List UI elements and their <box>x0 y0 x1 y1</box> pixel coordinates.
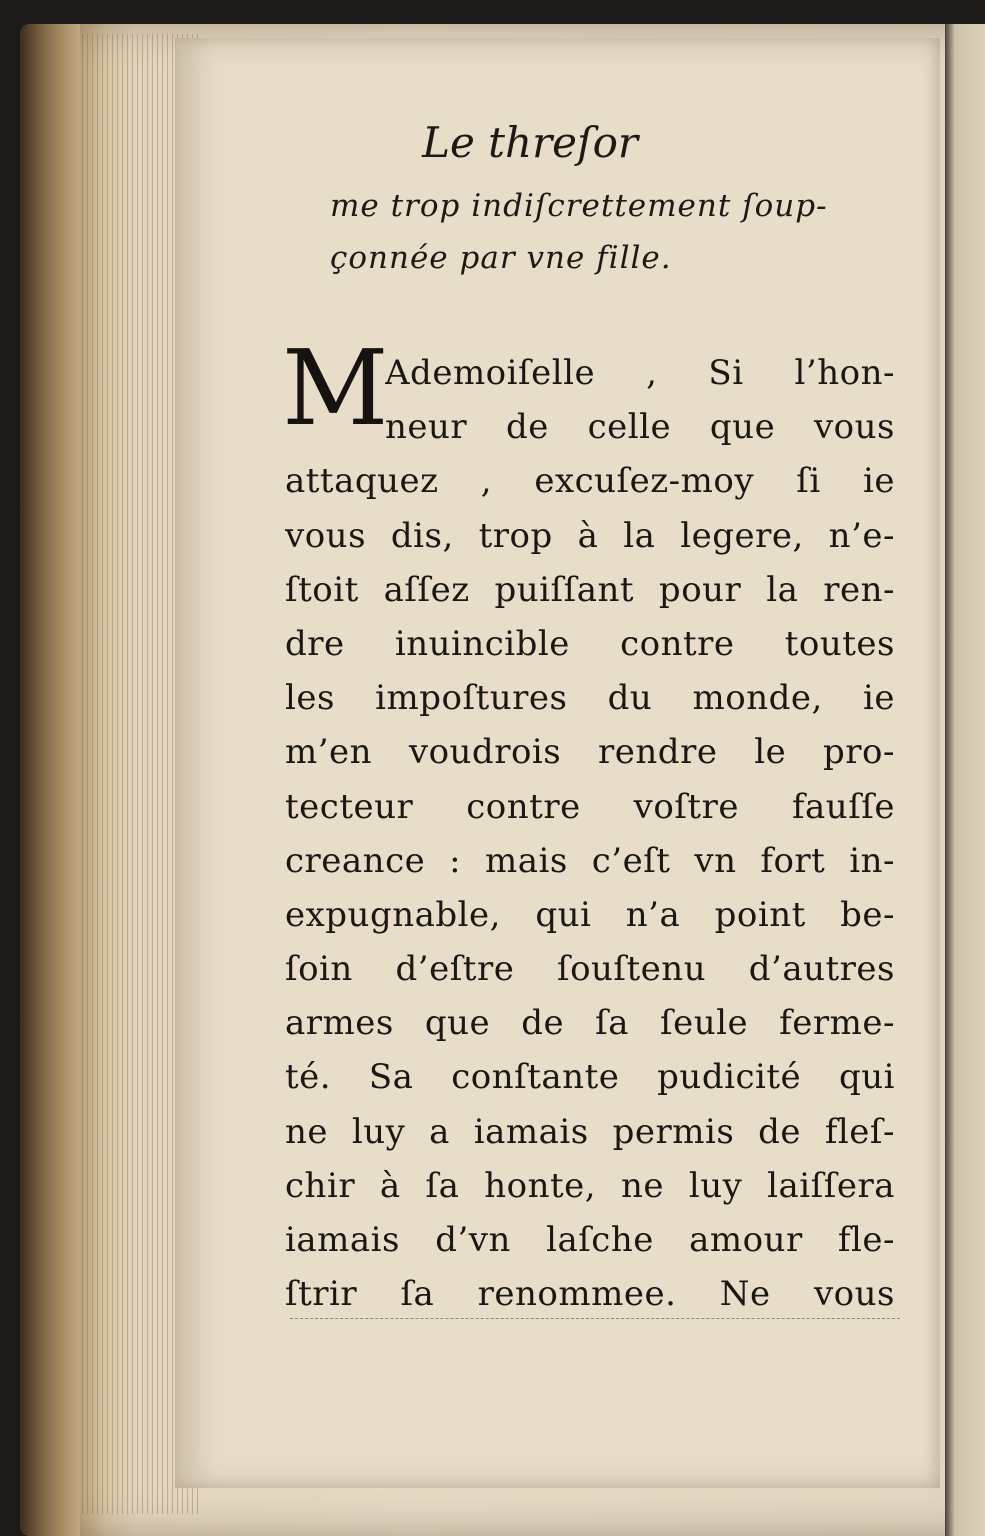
text-line: iamais d’vn laſche amour fle- <box>285 1220 895 1260</box>
body-text <box>285 346 895 1321</box>
text-line: té. Sa conſtante pudicité qui <box>285 1057 895 1098</box>
text-line: tecteur contre voſtre fauſſe <box>285 786 895 827</box>
text-line: creance : mais c’eſt vn fort in- <box>285 840 895 881</box>
subtitle-line: me trop indiſcrettement ſoup- <box>330 188 828 224</box>
subtitle-line: çonnée par vne fille. <box>330 240 672 276</box>
text-line: chir à ſa honte, ne luy laiſſera <box>285 1165 895 1206</box>
text-line: ſtoit aſſez puiſſant pour la ren- <box>285 569 895 610</box>
text-line: attaquez , excuſez-moy ſi ie <box>285 461 895 502</box>
text-line: m’en voudrois rendre le pro- <box>285 732 895 773</box>
facing-page-edge <box>945 24 985 1536</box>
book-spine <box>20 24 80 1536</box>
text-line: Ademoiſelle , Si l’hon- <box>385 353 895 393</box>
text-line: ne luy a iamais permis de fleſ- <box>285 1111 895 1152</box>
running-header: Le threſor <box>422 118 638 167</box>
bottom-rule <box>290 1318 900 1319</box>
text-line: ſoin d’eſtre ſouſtenu d’autres <box>285 949 895 990</box>
letter-subtitle <box>330 180 900 284</box>
drop-cap: M <box>282 327 389 449</box>
text-line: ſtrir ſa renommee. Ne vous <box>285 1274 895 1315</box>
text-line: vous dis, trop à la legere, n’e- <box>285 515 895 556</box>
text-line: neur de celle que vous <box>385 407 895 448</box>
text-line: les impoſtures du monde, ie <box>285 678 895 719</box>
text-line: dre inuincible contre toutes <box>285 623 895 664</box>
text-line: expugnable, qui n’a point be- <box>285 894 895 935</box>
text-line: armes que de ſa ſeule ferme- <box>285 1003 895 1044</box>
